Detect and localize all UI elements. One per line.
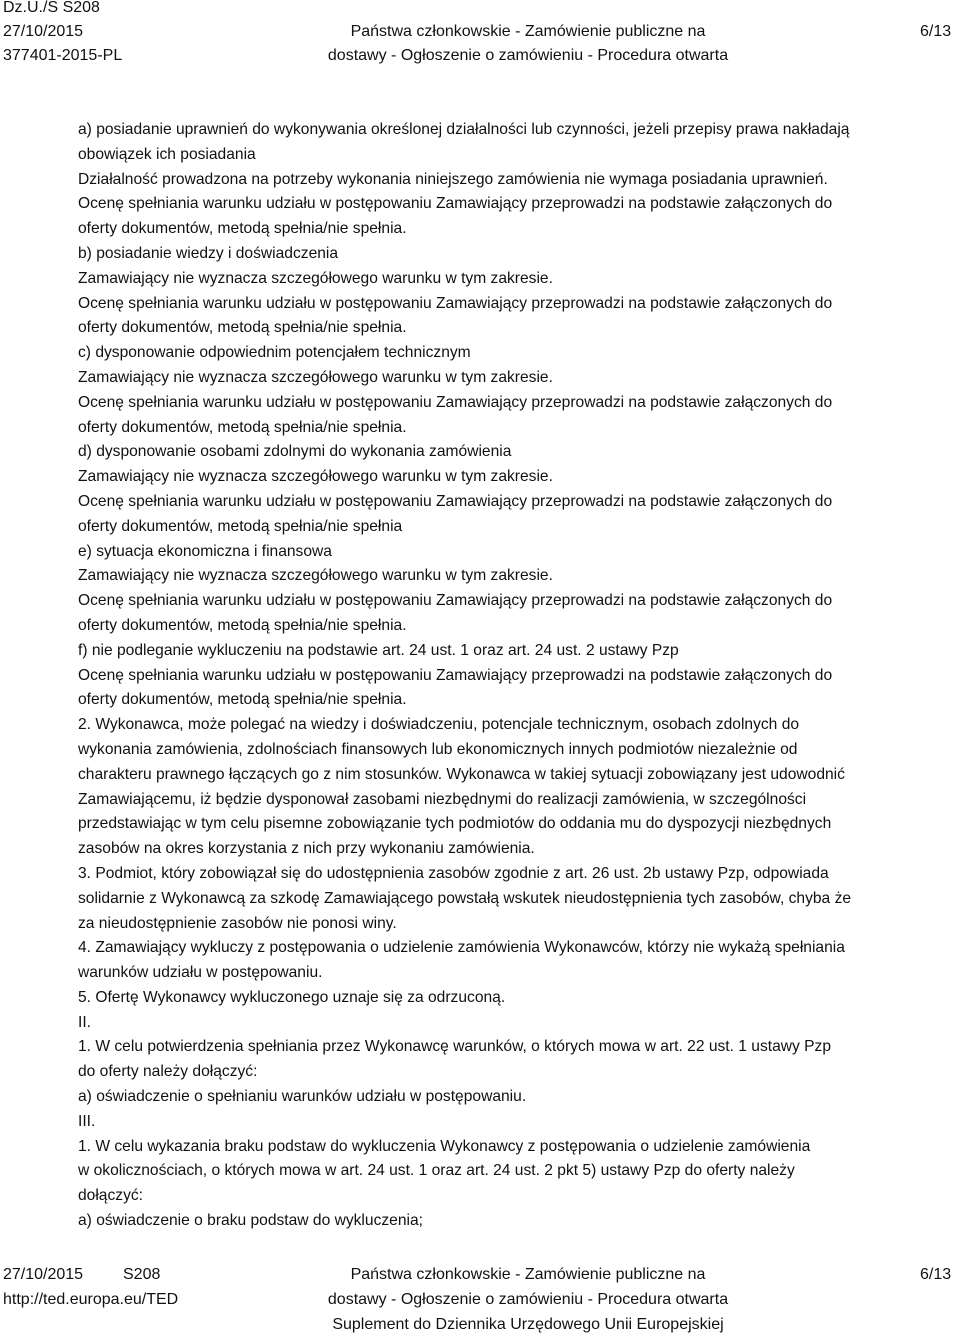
- footer-supplement: Suplement do Dziennika Urzędowego Unii Europejskiej: [332, 1316, 724, 1333]
- journal-reference: Dz.U./S S208: [3, 0, 100, 16]
- text-line: 5. Ofertę Wykonawcy wykluczonego uznaje się za odrzuconą.: [78, 988, 506, 1006]
- text-line: oferty dokumentów, metodą spełnia/nie spełnia.: [78, 418, 407, 436]
- text-line: Zamawiający nie wyznacza szczegółowego warunku w tym zakresie.: [78, 468, 553, 486]
- text-line: II.: [78, 1013, 91, 1031]
- text-line: III.: [78, 1112, 96, 1130]
- text-line: Zamawiającemu, iż będzie dysponował zasobami niezbędnymi do realizacji zamówienia, w szczególności: [78, 790, 807, 808]
- footer-url: http://ted.europa.eu/TED: [3, 1291, 179, 1308]
- text-line: 4. Zamawiający wykluczy z postępowania o udzielenie zamówienia Wykonawców, którzy nie wykażą spełniania: [78, 939, 845, 957]
- text-line: a) oświadczenie o braku podstaw do wykluczenia;: [78, 1212, 423, 1230]
- text-line: oferty dokumentów, metodą spełnia/nie spełnia.: [78, 616, 407, 634]
- text-line: charakteru prawnego łączących go z nim stosunków. Wykonawca w takiej sytuacji zobowiązany jest udowodnić: [78, 765, 845, 783]
- text-line: Ocenę spełniania warunku udziału w postępowaniu Zamawiający przeprowadzi na podstawie załączonych do: [78, 195, 833, 213]
- text-line: Zamawiający nie wyznacza szczegółowego warunku w tym zakresie.: [78, 368, 553, 386]
- text-line: 1. W celu wykazania braku podstaw do wykluczenia Wykonawcy z postępowania o udzielenie zamówienia: [78, 1137, 811, 1155]
- text-line: Ocenę spełniania warunku udziału w postępowaniu Zamawiający przeprowadzi na podstawie załączonych do: [78, 492, 833, 510]
- text-line: f) nie podleganie wykluczeniu na podstawie art. 24 ust. 1 oraz art. 24 ust. 2 ustawy Pzp: [78, 641, 679, 659]
- footer-date: 27/10/2015: [3, 1266, 84, 1283]
- header-title: [305, 20, 751, 68]
- text-line: dołączyć:: [78, 1187, 144, 1205]
- text-line: Ocenę spełniania warunku udziału w postępowaniu Zamawiający przeprowadzi na podstawie załączonych do: [78, 294, 833, 312]
- text-line: do oferty należy dołączyć:: [78, 1063, 258, 1081]
- text-line: Ocenę spełniania warunku udziału w postępowaniu Zamawiający przeprowadzi na podstawie załączonych do: [78, 393, 833, 411]
- notice-number: 377401-2015-PL: [3, 47, 123, 64]
- document-body: [78, 118, 960, 1234]
- header-date: 27/10/2015: [3, 23, 84, 40]
- footer-left: [3, 1262, 178, 1312]
- text-line: c) dysponowanie odpowiednim potencjałem technicznym: [78, 344, 471, 362]
- text-line: b) posiadanie wiedzy i doświadczenia: [78, 244, 339, 262]
- text-line: oferty dokumentów, metodą spełnia/nie spełnia.: [78, 691, 407, 709]
- text-line: Zamawiający nie wyznacza szczegółowego warunku w tym zakresie.: [78, 269, 553, 287]
- text-line: e) sytuacja ekonomiczna i finansowa: [78, 542, 332, 560]
- text-line: w okolicznościach, o których mowa w art. 24 ust. 1 oraz art. 24 ust. 2 pkt 5) ustawy Pzp do oferty należy: [78, 1162, 795, 1180]
- footer-title-line-2: dostawy - Ogłoszenie o zamówieniu - Procedura otwarta: [327, 1291, 729, 1308]
- text-line: a) posiadanie uprawnień do wykonywania określonej działalności lub czynności, jeżeli przepisy prawa nakładają: [78, 121, 850, 138]
- footer-title: [305, 1262, 751, 1337]
- text-line: Działalność prowadzona na potrzeby wykonania niniejszego zamówienia nie wymaga posiadania uprawnień.: [78, 170, 828, 188]
- text-line: przedstawiając w tym celu pisemne zobowiązanie tych podmiotów do oddania mu do dyspozycji niezbędnych: [78, 815, 832, 833]
- footer-page-number: 6/13: [920, 1266, 952, 1283]
- text-line: Ocenę spełniania warunku udziału w postępowaniu Zamawiający przeprowadzi na podstawie załączonych do: [78, 592, 833, 610]
- text-line: zasobów na okres korzystania z nich przy wykonaniu zamówienia.: [78, 840, 535, 858]
- text-line: d) dysponowanie osobami zdolnymi do wykonania zamówienia: [78, 443, 512, 461]
- text-line: 3. Podmiot, który zobowiązał się do udostępnienia zasobów zgodnie z art. 26 ust. 2b ustawy Pzp, odpowiada: [78, 864, 829, 882]
- text-line: oferty dokumentów, metodą spełnia/nie spełnia.: [78, 220, 407, 238]
- text-line: Zamawiający nie wyznacza szczegółowego warunku w tym zakresie.: [78, 567, 553, 585]
- text-line: 2. Wykonawca, może polegać na wiedzy i doświadczeniu, potencjale technicznym, osobach zdolnych do: [78, 716, 800, 734]
- text-line: wykonania zamówienia, zdolnościach finansowych lub ekonomicznych innych podmiotów niezależnie od: [78, 740, 798, 758]
- text-line: za nieudostępnienie zasobów nie ponosi winy.: [78, 914, 397, 932]
- footer-issue: S208: [123, 1266, 161, 1283]
- header-title-line-2: dostawy - Ogłoszenie o zamówieniu - Procedura otwarta: [327, 47, 729, 64]
- text-line: Ocenę spełniania warunku udziału w postępowaniu Zamawiający przeprowadzi na podstawie załączonych do: [78, 666, 833, 684]
- footer-title-line-1: Państwa członkowskie - Zamówienie publiczne na: [350, 1266, 706, 1283]
- header-left: [3, 0, 122, 68]
- text-line: 1. W celu potwierdzenia spełniania przez Wykonawcę warunków, o których mowa w art. 22 ust. 1 ustawy Pzp: [78, 1038, 832, 1056]
- text-line: solidarnie z Wykonawcą za szkodę Zamawiającego powstałą wskutek nieudostępnienia tych zasobów, chyba że: [78, 889, 852, 907]
- text-line: warunków udziału w postępowaniu.: [78, 964, 323, 982]
- header-title-line-1: Państwa członkowskie - Zamówienie publiczne na: [350, 23, 706, 40]
- header-page-number: 6/13: [920, 23, 952, 40]
- text-line: oferty dokumentów, metodą spełnia/nie spełnia.: [78, 319, 407, 337]
- text-line: a) oświadczenie o spełnianiu warunków udziału w postępowaniu.: [78, 1088, 527, 1106]
- text-line: obowiązek ich posiadania: [78, 145, 256, 163]
- text-line: oferty dokumentów, metodą spełnia/nie spełnia: [78, 517, 403, 535]
